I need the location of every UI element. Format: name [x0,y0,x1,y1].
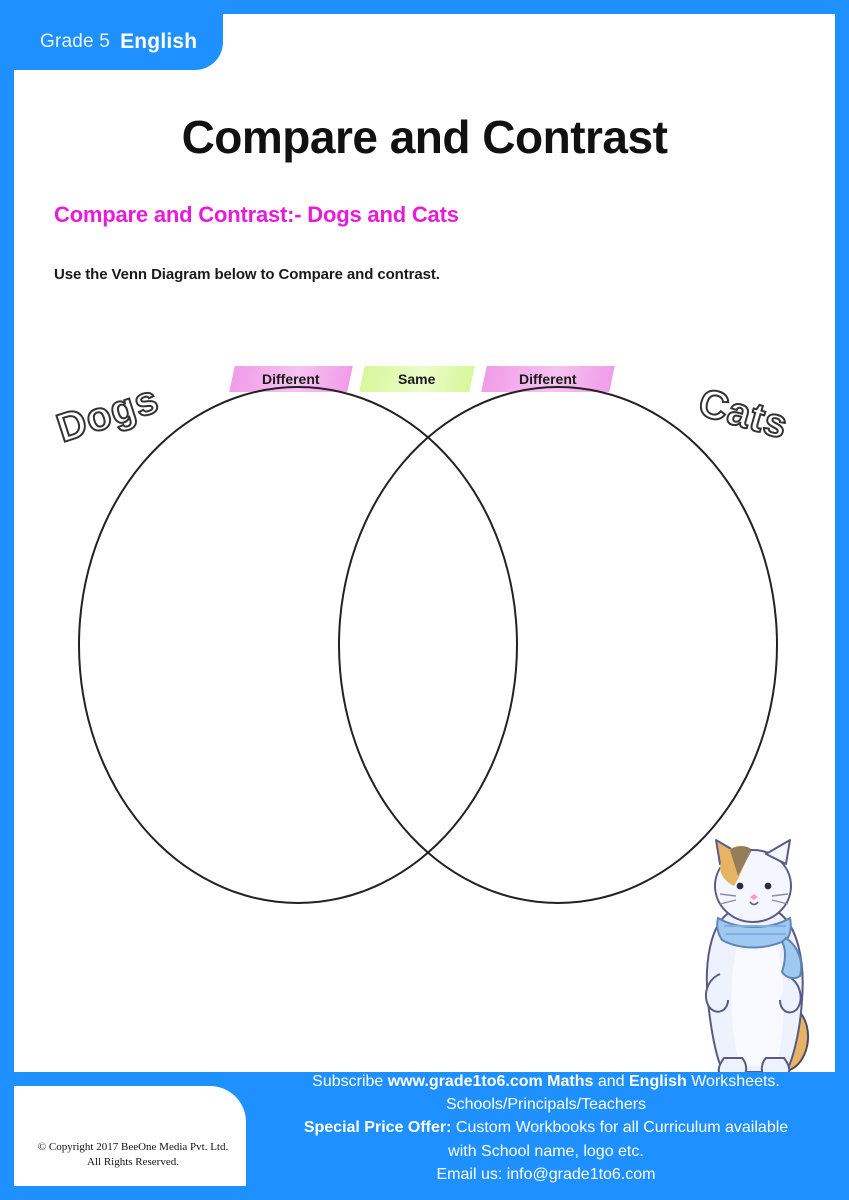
footer-offer-label: Special Price Offer: [303,1119,452,1137]
worksheet-sheet [14,14,835,1186]
footer-promo [250,1064,842,1186]
copyright-block [28,1140,238,1170]
cat-mascot-illustration [690,834,820,1084]
footer-worksheets: Worksheets. [686,1073,780,1091]
grade-subject-tab [14,14,223,70]
footer-email[interactable]: Email us: info@grade1to6.com [436,1165,656,1183]
footer-site-link[interactable]: www.grade1to6.com Maths [387,1073,594,1091]
venn-banner-same-label: Same [398,371,436,387]
instruction-text: Use the Venn Diagram below to Compare and contrast. [54,266,440,283]
venn-label-cats: Cats [693,380,794,448]
footer-promo-line-2: Schools/Principals/Teachers [445,1096,647,1114]
venn-banner-different-right-label: Different [519,371,577,387]
footer-notch [14,1086,246,1186]
grade-label: Grade 5 [40,31,111,52]
page-title: Compare and Contrast [181,111,668,163]
footer-promo-line-1 [250,1070,842,1093]
copyright-line-1: © Copyright 2017 BeeOne Media Pvt. Ltd. [37,1141,229,1154]
footer-promo-line-3 [250,1116,842,1139]
footer-offer-text: Custom Workbooks for all Curriculum available [451,1119,789,1137]
subject-label: English [120,30,198,53]
footer-english: English [629,1073,687,1091]
page-footer [0,1072,849,1200]
venn-circle-right [338,386,778,904]
copyright-line-2: All Rights Reserved. [87,1156,179,1169]
footer-subscribe-prefix: Subscribe [312,1073,388,1091]
venn-banner-different-left-label: Different [262,371,320,387]
venn-label-dogs: Dogs [51,377,165,452]
footer-promo-line-4: with School name, logo etc. [448,1142,644,1160]
worksheet-subtitle: Compare and Contrast:- Dogs and Cats [54,202,459,227]
footer-and: and [593,1073,629,1091]
